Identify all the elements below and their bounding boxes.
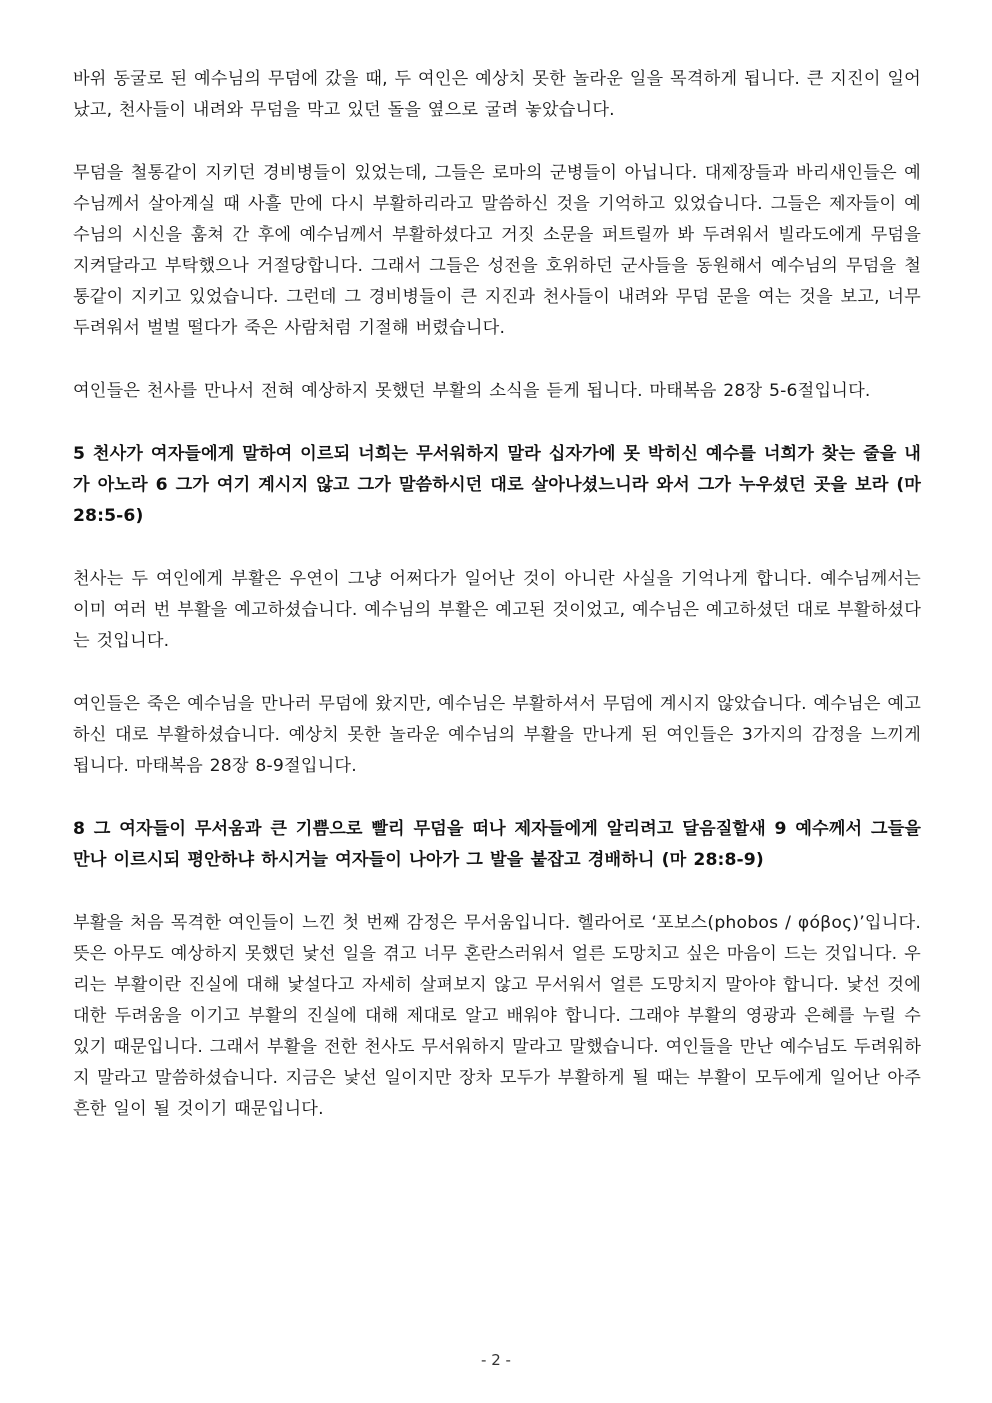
paragraph-guards: 무덤을 철통같이 지키던 경비병들이 있었는데, 그들은 로마의 군병들이 아닙니다. 대제장들과 바리새인들은 예수님께서 살아계실 때 사흘 만에 다시 부활하리라고 말씀하신 것을 기억하고 있었습니다. 그들은 제자들이 예수님의 시신을 훔쳐 간 후에 예수님께서 부활하셨다고 거짓 소문을 퍼트릴까 봐 두려워서 빌라도에게 무덤을 지켜달라고 부탁했으나 거절당합니다. 그래서 그들은 성전을 호위하던 군사들을 동원해서 예수님의 무덤을 철통같이 지키고 있었습니다. 그런데 그 경비병들이 큰 지진과 천사들이 내려와 무덤 문을 여는 것을 보고, 너무 두려워서 벌벌 떨다가 죽은 사람처럼 기절해 버렸습니다. — [73, 163, 921, 338]
paragraph-three-emotions: 여인들은 죽은 예수님을 만나러 무덤에 왔지만, 예수님은 부활하셔서 무덤에 계시지 않았습니다. 예수님은 예고하신 대로 부활하셨습니다. 예상치 못한 놀라운 예수님의 부활을 만나게 된 여인들은 3가지의 감정을 느끼게 됩니다. 마태복음 28장 8-9절입니다. — [73, 694, 921, 776]
paragraph-fear-phobos: 부활을 처음 목격한 여인들이 느낀 첫 번째 감정은 무서움입니다. 헬라어로 ‘포보스(phobos / φόβος)’입니다. 뜻은 아무도 예상하지 못했던 낯선 일을 겪고 너무 혼란스러워서 얼른 도망치고 싶은 마음이 드는 것입니다. 우리는 부활이란 진실에 대해 낯설다고 자세히 살펴보지 않고 무서워서 얼른 도망치지 말아야 합니다. 낯선 것에 대한 두려움을 이기고 부활의 진실에 대해 제대로 알고 배워야 합니다. 그래야 부활의 영광과 은혜를 누릴 수 있기 때문입니다. 그래서 부활을 전한 천사도 무서워하지 말라고 말했습니다. 여인들을 만난 예수님도 두려워하지 말라고 말씀하셨습니다. 지금은 낯선 일이지만 장차 모두가 부활하게 될 때는 부활이 모두에게 일어난 아주 흔한 일이 될 것이기 때문입니다. — [73, 913, 921, 1119]
document-body — [73, 64, 921, 1157]
paragraph-foretold-resurrection: 천사는 두 여인에게 부활은 우연이 그냥 어쩌다가 일어난 것이 아니란 사실을 기억나게 합니다. 예수님께서는 이미 여러 번 부활을 예고하셨습니다. 예수님의 부활은 예고된 것이었고, 예수님은 예고하셨던 대로 부활하셨다는 것입니다. — [73, 569, 921, 651]
paragraph-tomb-earthquake: 바위 동굴로 된 예수님의 무덤에 갔을 때, 두 여인은 예상치 못한 놀라운 일을 목격하게 됩니다. 큰 지진이 일어났고, 천사들이 내려와 무덤을 막고 있던 돌을 옆으로 굴려 놓았습니다. — [73, 69, 921, 120]
scripture-quote-matthew-28-5-6: 5 천사가 여자들에게 말하여 이르되 너희는 무서워하지 말라 십자가에 못 박히신 예수를 너희가 찾는 줄을 내가 아노라 6 그가 여기 계시지 않고 그가 말씀하시던 대로 살아나셨느니라 와서 그가 누우셨던 곳을 보라 (마 28:5-6) — [73, 444, 921, 526]
page-number: - 2 - — [481, 1351, 511, 1369]
paragraph-angel-news: 여인들은 천사를 만나서 전혀 예상하지 못했던 부활의 소식을 듣게 됩니다. 마태복음 28장 5-6절입니다. — [73, 381, 871, 401]
scripture-quote-matthew-28-8-9: 8 그 여자들이 무서움과 큰 기쁨으로 빨리 무덤을 떠나 제자들에게 알리려고 달음질할새 9 예수께서 그들을 만나 이르시되 평안하냐 하시거늘 여자들이 나아가 그 발을 붙잡고 경배하니 (마 28:8-9) — [73, 819, 921, 870]
